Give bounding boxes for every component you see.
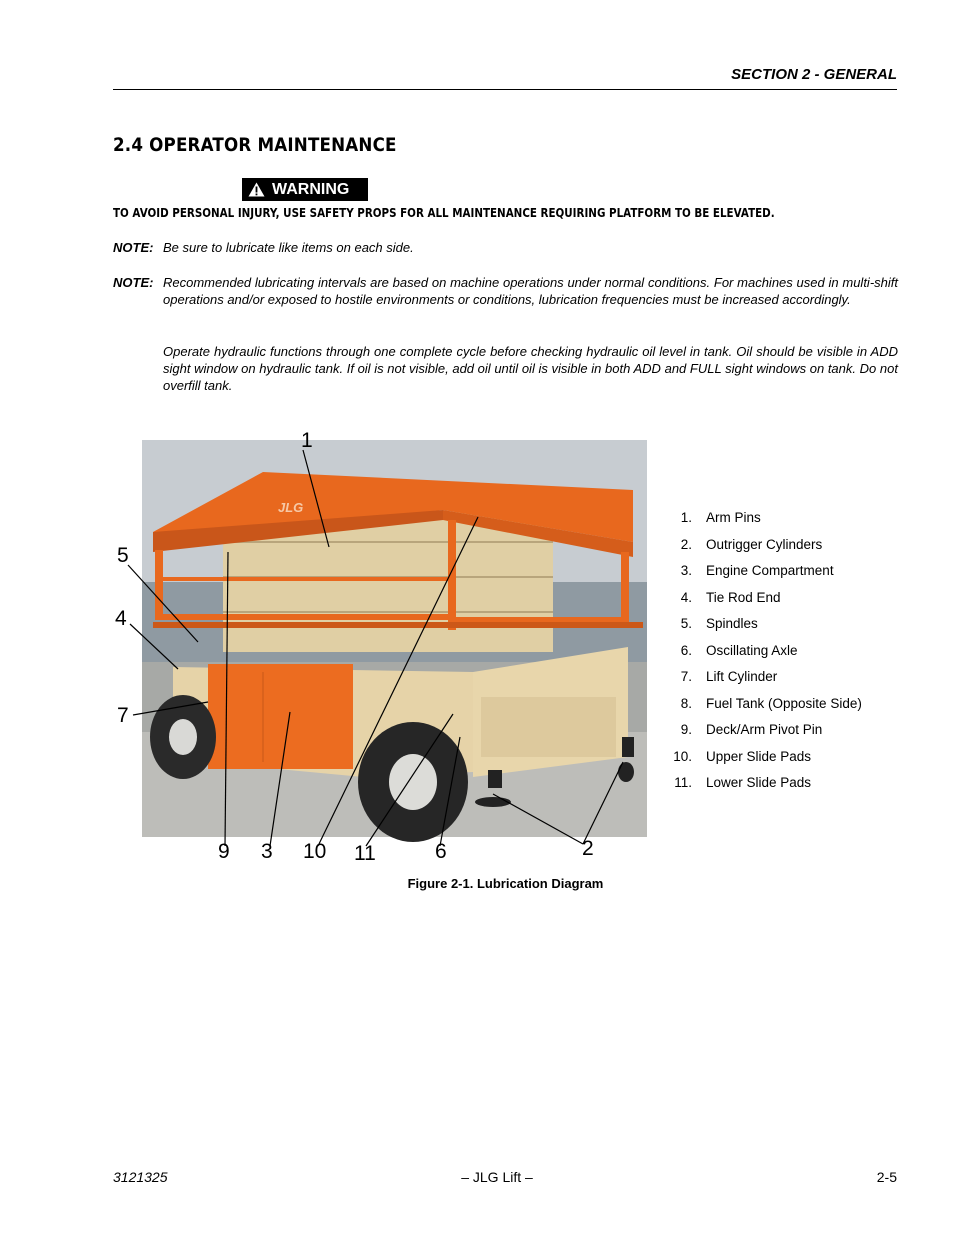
footer-doc-number: 3121325: [113, 1169, 168, 1185]
legend-item: [672, 722, 862, 749]
legend-item: [672, 537, 862, 564]
legend-num: 7.: [680, 669, 692, 684]
warning-badge: [242, 178, 368, 201]
legend-item: [672, 616, 862, 643]
note-2: [113, 274, 898, 308]
legend-num: 2.: [680, 536, 692, 552]
legend-label: Lift Cylinder: [706, 669, 778, 684]
callout-6: 6: [435, 840, 447, 863]
callout-9: 9: [218, 840, 230, 863]
section-header: SECTION 2 - GENERAL: [731, 66, 897, 83]
footer-page-number: 2-5: [876, 1169, 897, 1185]
legend-item: [672, 669, 862, 696]
legend-item: [672, 510, 862, 537]
section-heading: 2.4 OPERATOR MAINTENANCE: [113, 134, 397, 156]
callout-5: 5: [117, 544, 129, 567]
callout-2: 2: [582, 837, 594, 860]
note-paragraph: [113, 343, 898, 394]
legend-label: Deck/Arm Pivot Pin: [706, 722, 823, 737]
legend-num: 8.: [680, 695, 692, 711]
header-rule: [113, 89, 897, 90]
legend-num: 1.: [680, 510, 692, 525]
figure-legend: [672, 510, 862, 802]
note-label: NOTE:: [113, 240, 154, 255]
legend-item: [672, 696, 862, 723]
legend-item: [672, 749, 862, 776]
legend-label: Lower Slide Pads: [706, 775, 812, 790]
legend-num: 5.: [680, 616, 692, 631]
legend-label: Oscillating Axle: [706, 642, 798, 658]
callout-7: 7: [117, 704, 129, 727]
figure-caption: Figure 2-1. Lubrication Diagram: [407, 876, 604, 891]
legend-num: 11.: [674, 775, 692, 790]
legend-item: [672, 775, 862, 802]
legend-num: 4.: [680, 589, 692, 605]
jlg-logo: JLG: [278, 500, 304, 515]
paragraph-text: Operate hydraulic functions through one complete cycle before checking hydraulic oil level in tank. Oil should be visible in ADD sight window on hydraulic tank. If oil is not visible, add oil until oil is visible in both ADD and FULL sight windows on tank. Do not overfill tank.: [163, 344, 898, 393]
legend-label: Spindles: [706, 616, 758, 631]
legend-label: Outrigger Cylinders: [706, 536, 823, 552]
legend-num: 3.: [680, 563, 692, 578]
callout-11: 11: [354, 842, 376, 865]
legend-label: Engine Compartment: [706, 563, 834, 578]
legend-num: 9.: [680, 722, 692, 737]
note-text: Recommended lubricating intervals are based on machine operations under normal conditions. For machines used in multi-shift operations and/or exposed to hostile environments or conditions, lubrication frequencies must be increased accordingly.: [163, 275, 898, 307]
warning-triangle-icon: [248, 182, 265, 197]
legend-label: Fuel Tank (Opposite Side): [706, 695, 862, 711]
legend-num: 10.: [673, 748, 692, 764]
note-text: Be sure to lubricate like items on each side.: [163, 240, 414, 255]
note-label: NOTE:: [113, 275, 154, 290]
callout-3: 3: [261, 840, 273, 863]
callout-4: 4: [115, 607, 127, 630]
machine-illustration: [113, 432, 647, 862]
legend-label: Arm Pins: [706, 510, 761, 525]
warning-badge-label: WARNING: [272, 180, 350, 198]
lubrication-diagram: [113, 429, 647, 865]
legend-num: 6.: [680, 642, 692, 658]
legend-item: [672, 563, 862, 590]
footer-title: – JLG Lift –: [461, 1169, 533, 1185]
legend-item: [672, 590, 862, 617]
callout-10: 10: [303, 840, 327, 863]
note-1: [113, 239, 898, 256]
legend-label: Upper Slide Pads: [706, 748, 812, 764]
warning-text: TO AVOID PERSONAL INJURY, USE SAFETY PROPS FOR ALL MAINTENANCE REQUIRING PLATFORM TO BE ELEVATED.: [113, 206, 775, 220]
legend-label: Tie Rod End: [706, 589, 781, 605]
legend-item: [672, 643, 862, 670]
callout-1: 1: [301, 429, 313, 452]
